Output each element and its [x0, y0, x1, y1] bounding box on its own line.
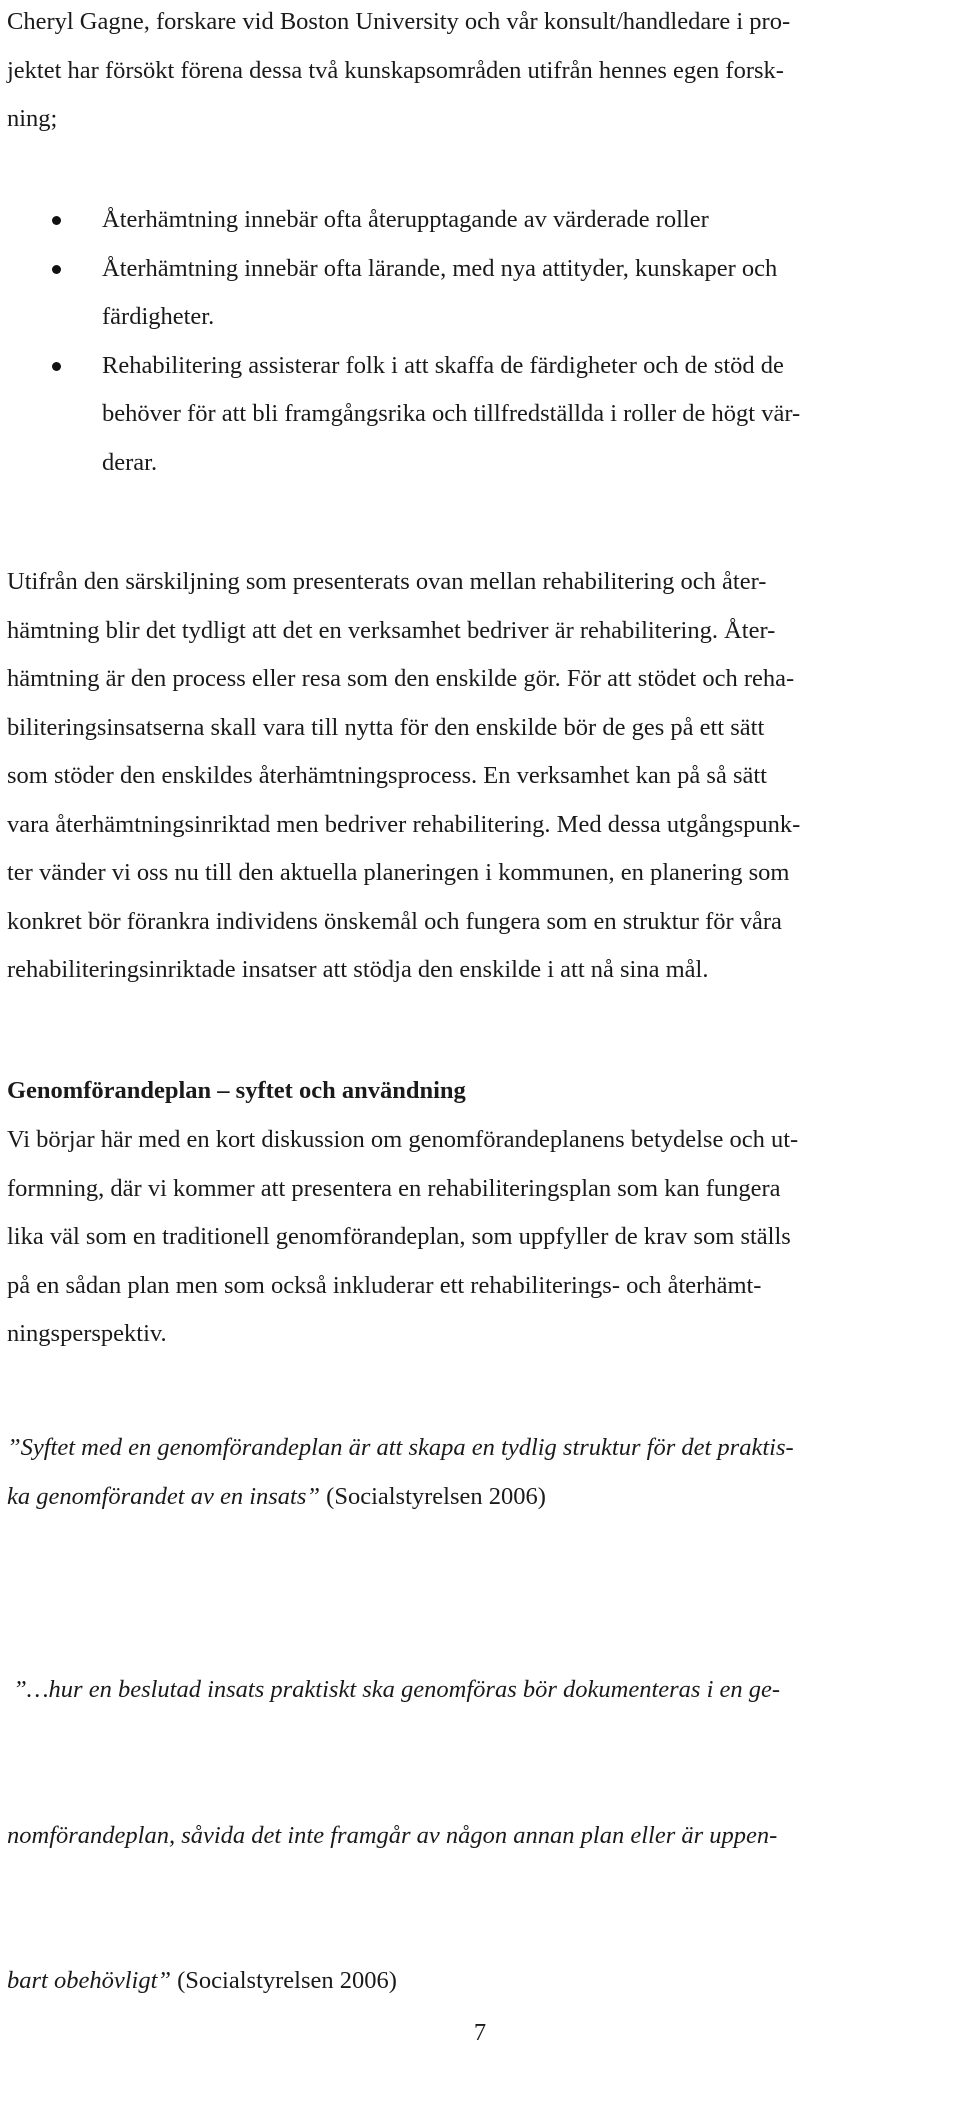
- text-line: Återhämtning innebär ofta återupptagande av värderade roller: [102, 206, 709, 233]
- quote-text: ka genomförandet av en insats”: [7, 1482, 321, 1510]
- quote-line: [7, 1473, 945, 1522]
- quote-text: bart obehövligt”: [7, 1967, 172, 1994]
- quote-text: ”…hur en beslutad insats praktiskt ska genomföras bör dokumenteras i en ge-: [7, 1676, 781, 1703]
- text-line: färdigheter.: [102, 303, 215, 330]
- section-paragraph: [7, 1116, 945, 1359]
- text-line: ning;: [7, 105, 58, 132]
- bullet-list: [0, 196, 960, 487]
- text-line: hämtning blir det tydligt att det en verksamhet bedriver är rehabilitering. Åter-: [7, 616, 776, 644]
- page-number: 7: [473, 2019, 487, 2046]
- quote-block: [7, 1424, 945, 1521]
- text-line: rehabiliteringsinriktade insatser att stödja den enskilde i att nå sina mål.: [7, 956, 709, 983]
- text-line: konkret bör förankra individens önskemål och fungera som en struktur för våra: [7, 907, 782, 935]
- text-line: formning, där vi kommer att presentera en rehabiliteringsplan som kan fungera: [7, 1174, 781, 1202]
- text-line: vara återhämtningsinriktad men bedriver rehabilitering. Med dessa utgångspunk-: [7, 810, 801, 838]
- body-paragraph: [7, 558, 945, 995]
- text-line: Cheryl Gagne, forskare vid Boston University och vår konsult/handledare i pro-: [7, 8, 791, 35]
- text-line: Återhämtning innebär ofta lärande, med nya attityder, kunskaper och: [102, 254, 778, 282]
- text-line: derar.: [102, 448, 158, 476]
- quote-citation: (Socialstyrelsen 2006): [320, 1482, 546, 1510]
- text-line: behöver för att bli framgångsrika och tillfredställda i roller de högt vär-: [102, 400, 801, 427]
- text-line: ningsperspektiv.: [7, 1320, 167, 1347]
- bullet-item: [0, 245, 940, 342]
- quote-citation: (Socialstyrelsen 2006): [171, 1967, 397, 1994]
- section-heading: Genomförandeplan – syftet och användning: [7, 1077, 466, 1104]
- bullet-icon: [52, 362, 61, 371]
- bullet-item: [0, 342, 940, 488]
- text-line: på en sådan plan men som också inkluderar ett rehabiliterings- och återhämt-: [7, 1271, 762, 1299]
- text-line: hämtning är den process eller resa som den enskilde gör. För att stödet och reha-: [7, 665, 795, 692]
- quote-text: ”Syftet med en genomförandeplan är att skapa en tydlig struktur för det praktis-: [7, 1434, 794, 1461]
- bullet-icon: [52, 265, 61, 274]
- intro-paragraph: [7, 0, 945, 144]
- text-line: Utifrån den särskiljning som presenterats ovan mellan rehabilitering och åter-: [7, 568, 767, 595]
- text-line: ter vänder vi oss nu till den aktuella planeringen i kommunen, en planering som: [7, 859, 790, 886]
- bullet-icon: [52, 216, 61, 225]
- text-line: biliteringsinsatserna skall vara till nytta för den enskilde bör de ges på ett sätt: [7, 713, 765, 741]
- quote-text: nomförandeplan, såvida det inte framgår av någon annan plan eller är uppen-: [7, 1821, 778, 1849]
- quote-line: [7, 1957, 945, 2006]
- text-line: jektet har försökt förena dessa två kunskapsområden utifrån hennes egen forsk-: [7, 56, 784, 84]
- text-line: Rehabilitering assisterar folk i att skaffa de färdigheter och de stöd de: [102, 351, 784, 379]
- bullet-item: [0, 196, 940, 245]
- text-line: som stöder den enskildes återhämtningsprocess. En verksamhet kan på så sätt: [7, 762, 767, 789]
- text-line: Vi börjar här med en kort diskussion om genomförandeplanens betydelse och ut-: [7, 1126, 799, 1153]
- text-line: lika väl som en traditionell genomförandeplan, som uppfyller de krav som ställs: [7, 1223, 791, 1250]
